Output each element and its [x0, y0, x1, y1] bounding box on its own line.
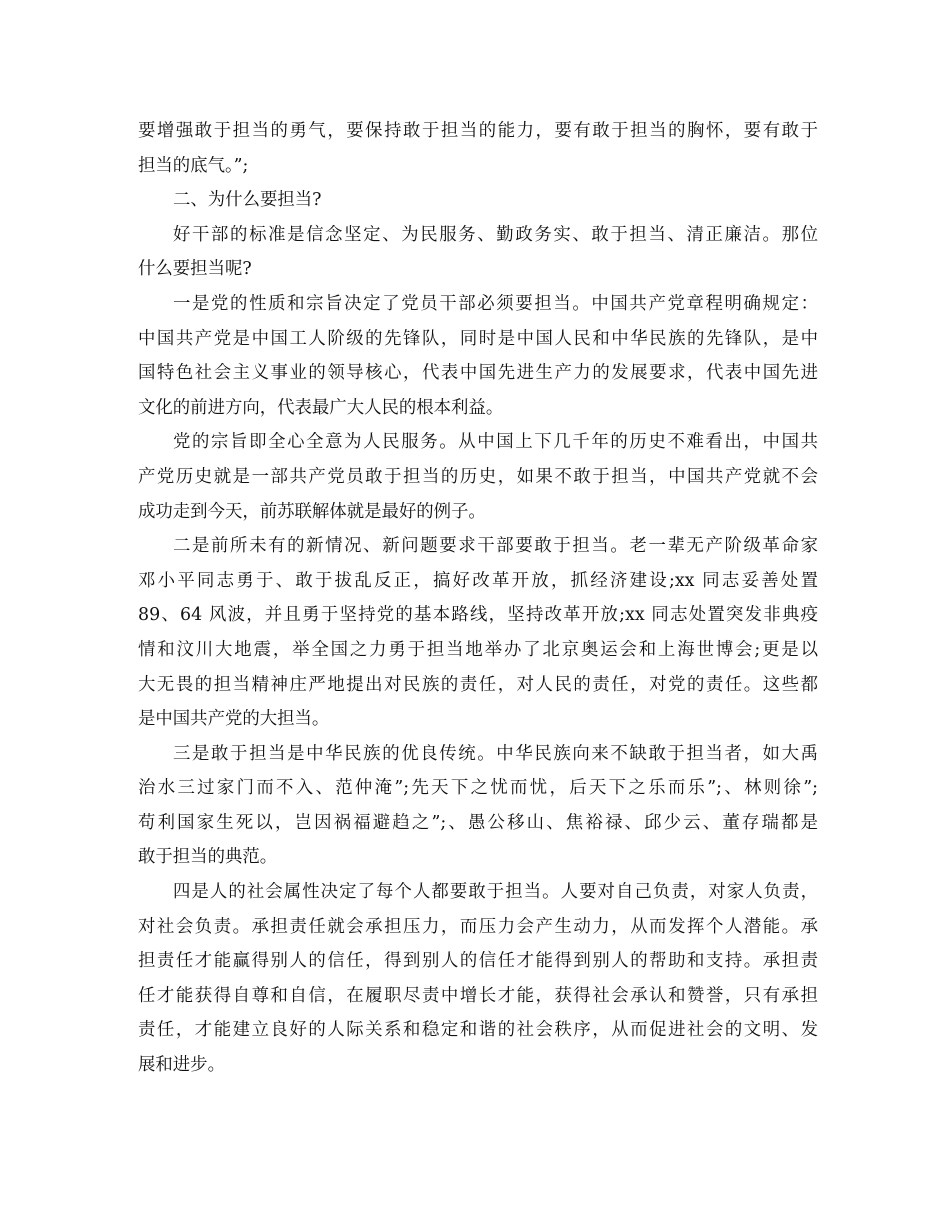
text-line [138, 322, 818, 357]
text-line-content: 二、为什么要担当? [173, 190, 322, 211]
text-line-content: 文化的前进方向，代表最广大人民的根本利益。 [138, 397, 504, 418]
text-line [138, 633, 818, 668]
text-line-content: 成功走到今天，前苏联解体就是最好的例子。 [138, 501, 486, 522]
text-line [138, 806, 818, 841]
text-line-content: 国特色社会主义事业的领导核心，代表中国先进生产力的发展要求，代表中国先进 [138, 363, 818, 384]
text-line [138, 944, 818, 979]
text-line-content: 对社会负责。承担责任就会承担压力，而压力会产生动力，从而发挥个人潜能。承 [138, 916, 818, 937]
text-line [138, 668, 818, 703]
text-line [138, 183, 818, 218]
text-line-content: 担责任才能赢得别人的信任，得到别人的信任才能得到别人的帮助和支持。承担责 [138, 951, 818, 972]
text-line-content: 中国共产党是中国工人阶级的先锋队，同时是中国人民和中华民族的先锋队，是中 [138, 328, 818, 349]
text-line-content: 四是人的社会属性决定了每个人都要敢于担当。人要对自己负责，对家人负责， [173, 882, 818, 903]
text-line-content: 好干部的标准是信念坚定、为民服务、勤政务实、敢于担当、清正廉洁。那位 [173, 224, 818, 245]
text-line-content: 治水三过家门而不入、范仲淹”;先天下之忧而忧，后天下之乐而乐”;、林则徐”; [138, 778, 818, 799]
text-line [138, 495, 818, 530]
text-line [138, 149, 818, 184]
text-line [138, 979, 818, 1014]
text-line [138, 391, 818, 426]
text-line [138, 737, 818, 772]
text-line-content: 苟利国家生死以，岂因祸福避趋之”;、愚公移山、焦裕禄、邱少云、董存瑞都是 [138, 812, 818, 833]
text-line-content: 一是党的性质和宗旨决定了党员干部必须要担当。中国共产党章程明确规定： [173, 293, 818, 314]
text-line [138, 910, 818, 945]
text-line-content: 邓小平同志勇于、敢于拔乱反正，搞好改革开放，抓经济建设;xx 同志妥善处置 [138, 570, 818, 591]
text-line [138, 287, 818, 322]
text-line [138, 598, 818, 633]
text-line-content: 大无畏的担当精神庄严地提出对民族的责任，对人民的责任，对党的责任。这些都 [138, 674, 818, 695]
text-line-content: 责任，才能建立良好的人际关系和稳定和谐的社会秩序，从而促进社会的文明、发 [138, 1020, 818, 1041]
text-line-content: 什么要担当呢? [138, 259, 252, 280]
text-line [138, 875, 818, 910]
text-line [138, 460, 818, 495]
text-line [138, 564, 818, 599]
text-line-content: 担当的底气。”; [138, 155, 249, 176]
text-line-content: 敢于担当的典范。 [138, 847, 278, 868]
document-body [138, 114, 818, 1083]
text-line-content: 党的宗旨即全心全意为人民服务。从中国上下几千年的历史不难看出，中国共 [173, 432, 818, 453]
text-line-content: 三是敢于担当是中华民族的优良传统。中华民族向来不缺敢于担当者，如大禹 [173, 743, 818, 764]
text-line [138, 425, 818, 460]
text-line [138, 840, 818, 875]
text-line [138, 702, 818, 737]
text-line [138, 114, 818, 149]
text-line-content: 产党历史就是一部共产党员敢于担当的历史，如果不敢于担当，中国共产党就不会 [138, 466, 818, 487]
text-line-content: 任才能获得自尊和自信，在履职尽责中增长才能，获得社会承认和赞誉，只有承担 [138, 985, 818, 1006]
text-line-content: 要增强敢于担当的勇气，要保持敢于担当的能力，要有敢于担当的胸怀，要有敢于 [138, 121, 818, 141]
text-line-content: 是中国共产党的大担当。 [138, 709, 330, 730]
text-line [138, 1048, 818, 1083]
text-line [138, 252, 818, 287]
text-line-content: 二是前所未有的新情况、新问题要求干部要敢于担当。老一辈无产阶级革命家 [173, 536, 818, 557]
text-line-content: 展和进步。 [138, 1055, 225, 1076]
text-line [138, 218, 818, 253]
text-line [138, 771, 818, 806]
text-line [138, 529, 818, 564]
text-line-content: 情和汶川大地震，举全国之力勇于担当地举办了北京奥运会和上海世博会;更是以 [138, 639, 818, 660]
text-line-content: 89、64 风波，并且勇于坚持党的基本路线，坚持改革开放;xx 同志处置突发非典疫 [138, 605, 818, 626]
text-line [138, 356, 818, 391]
text-line [138, 1013, 818, 1048]
